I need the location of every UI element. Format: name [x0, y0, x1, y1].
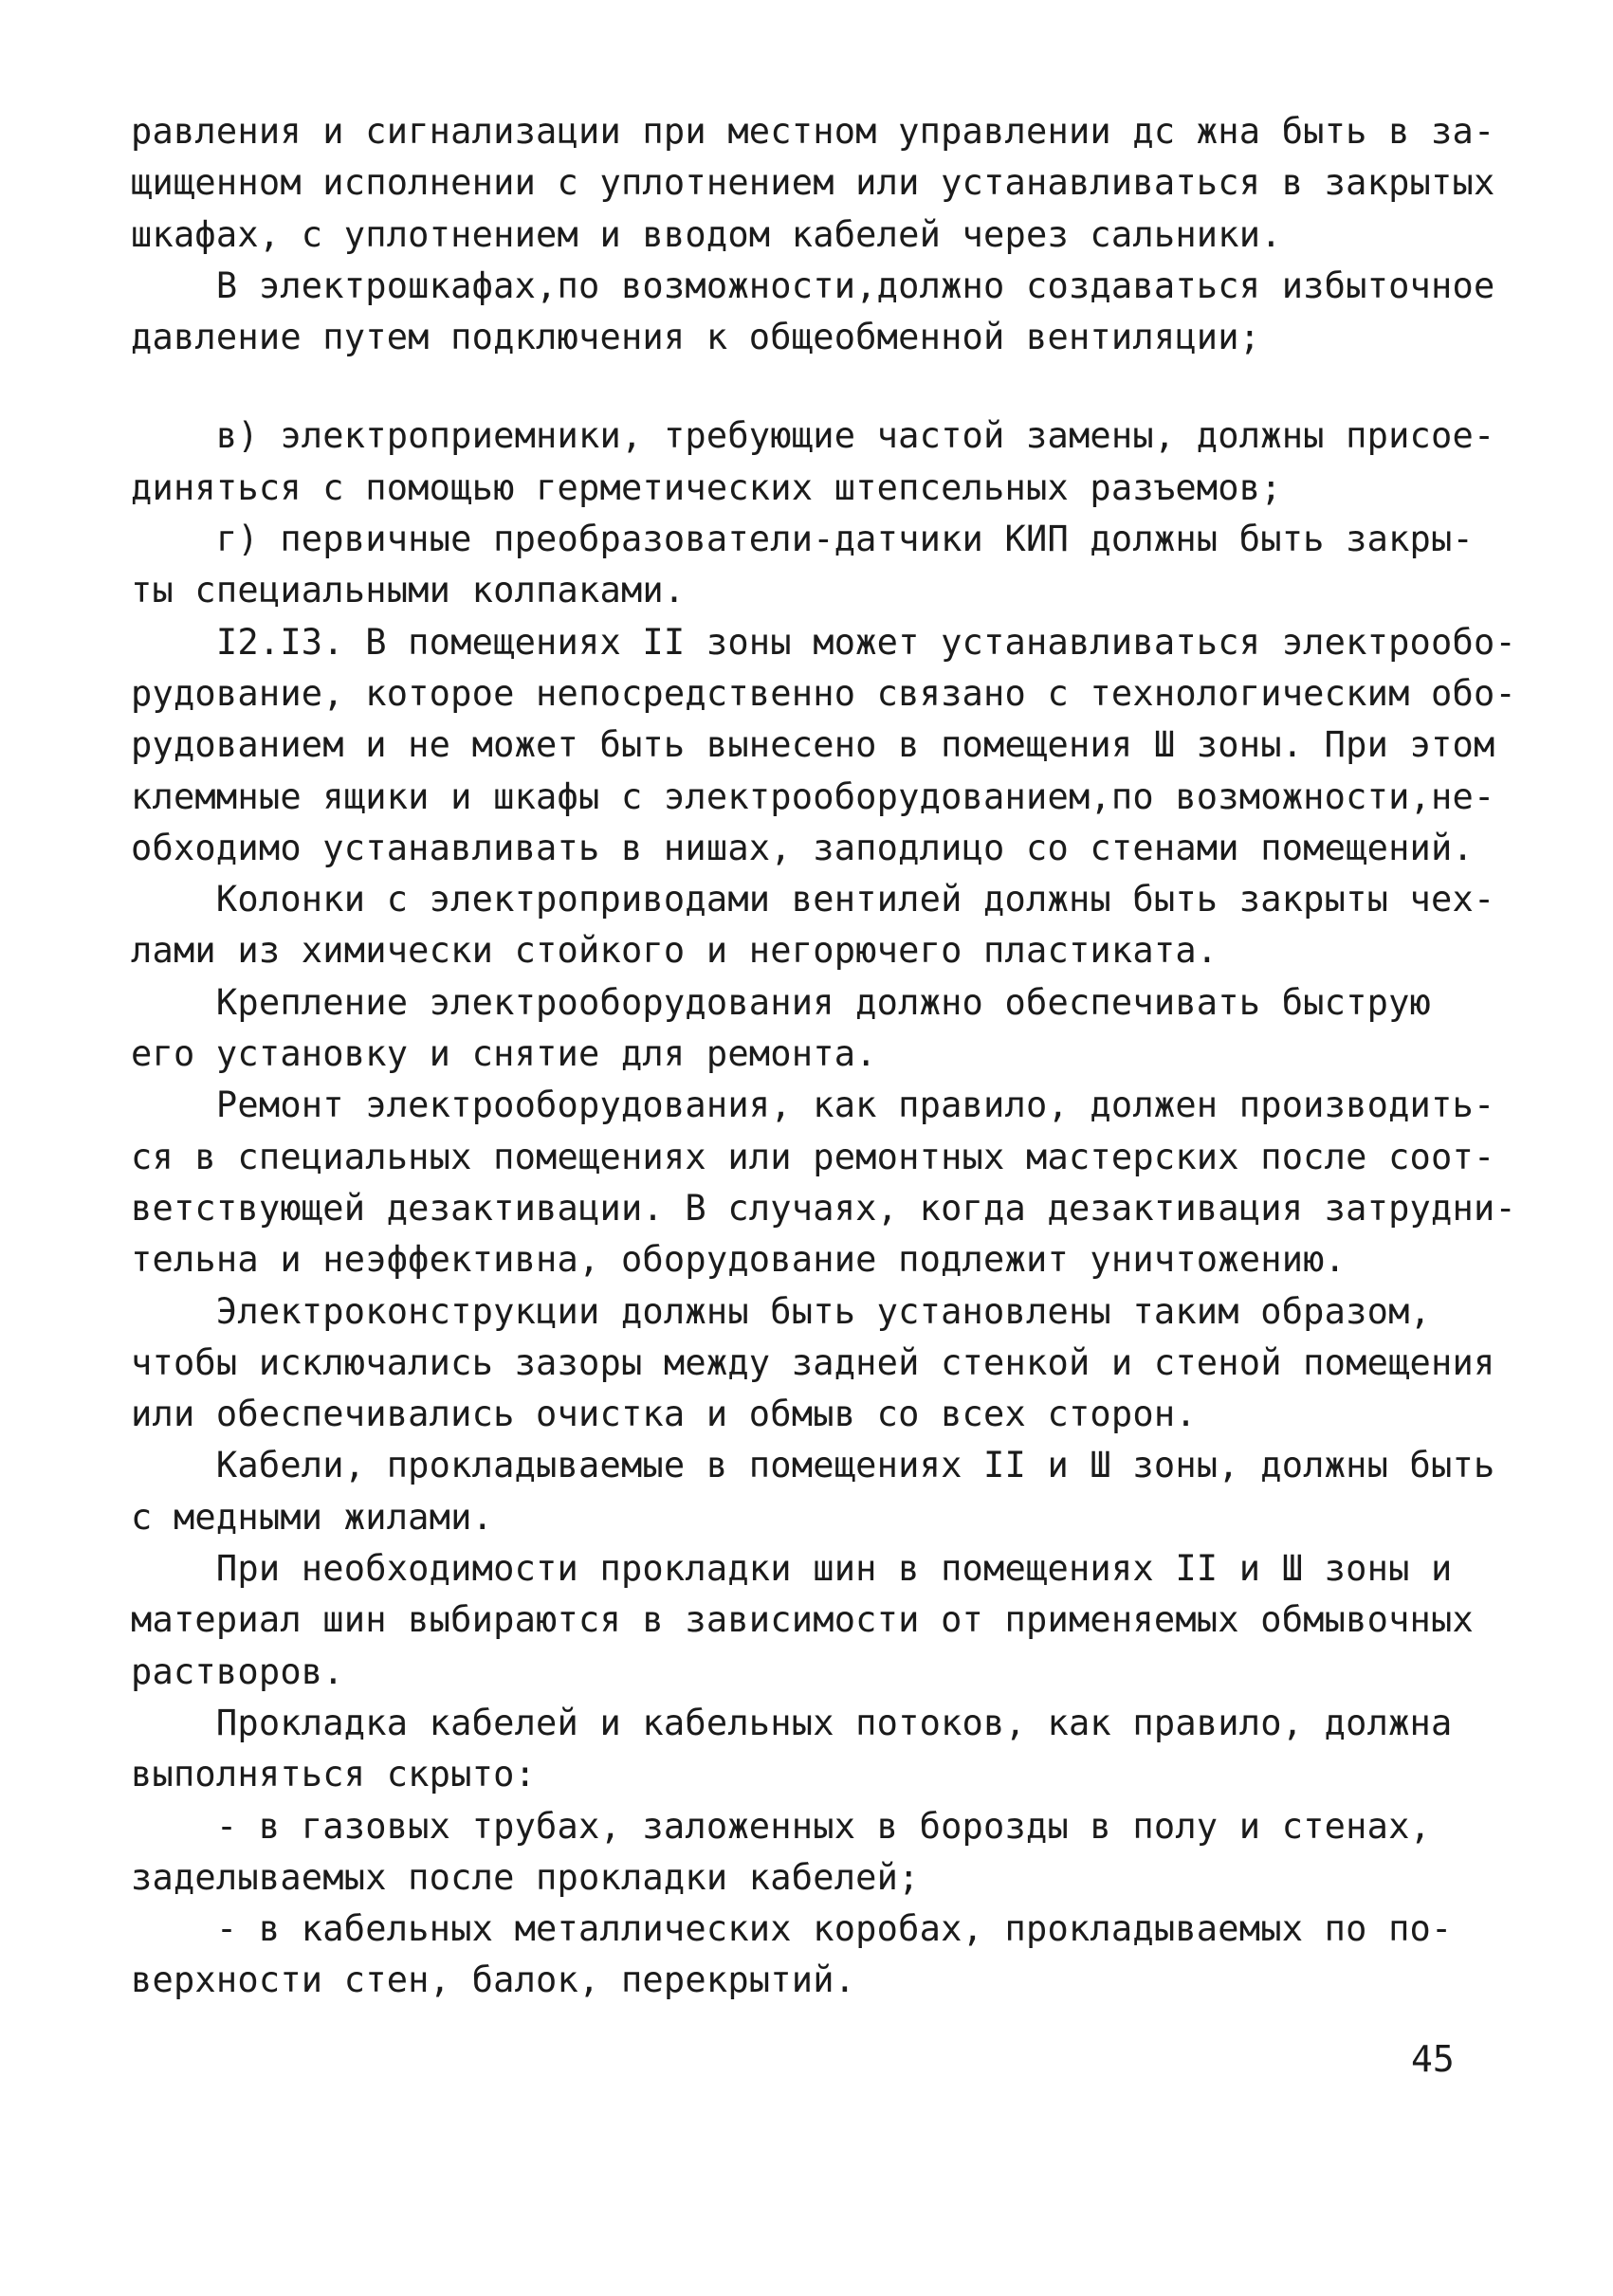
text-line: лами из химически стойкого и негорючего пластиката. [131, 930, 1219, 972]
paragraph-gap [131, 363, 1496, 410]
text-line: щищенном исполнении с уплотнением или устанавливаться в закрытых [131, 162, 1495, 204]
text-line: рудование, которое непосредственно связано с технологическим обо- [131, 672, 1516, 714]
text-line: с медными жилами. [131, 1496, 494, 1538]
text-line: верхности стен, балок, перекрытий. [131, 1959, 856, 2001]
text-line: клеммные ящики и шкафы с электрооборудованием,по возможности,не- [131, 775, 1495, 817]
body-text [131, 106, 1516, 2007]
text-line: чтобы исключались зазоры между задней стенкой и стеной помещения [131, 1341, 1495, 1383]
text-line: рудованием и не может быть вынесено в помещения Ш зоны. При этом [131, 724, 1495, 766]
text-line: При необходимости прокладки шин в помещениях II и Ш зоны и [131, 1548, 1453, 1590]
text-line: заделываемых после прокладки кабелей; [131, 1856, 920, 1898]
text-line: Электроконструкции должны быть установлены таким образом, [131, 1290, 1432, 1332]
text-line: Ремонт электрооборудования, как правило, должен производить- [131, 1084, 1495, 1126]
text-line: ся в специальных помещениях или ремонтных мастерских после соот- [131, 1136, 1495, 1177]
text-line: тельна и неэффективна, оборудование подлежит уничтожению. [131, 1239, 1347, 1281]
text-line: шкафах, с уплотнением и вводом кабелей через сальники. [131, 213, 1282, 255]
text-line: - в газовых трубах, заложенных в борозды в полу и стенах, [131, 1805, 1432, 1847]
text-line: диняться с помощью герметических штепсельных разъемов; [131, 466, 1282, 508]
text-line: - в кабельных металлических коробах, прокладываемых по по- [131, 1908, 1453, 1950]
text-line: I2.I3. В помещениях II зоны может устанавливаться электрообо- [131, 621, 1516, 663]
text-line: Кабели, прокладываемые в помещениях II и Ш зоны, должны быть [131, 1445, 1495, 1486]
text-line: или обеспечивались очистка и обмыв со всех сторон. [131, 1394, 1197, 1435]
text-line: ты специальными колпаками. [131, 570, 686, 611]
text-line: его установку и снятие для ремонта. [131, 1033, 877, 1075]
text-line: ветствующей дезактивации. В случаях, когда дезактивация затрудни- [131, 1187, 1516, 1229]
text-line: материал шин выбираются в зависимости от применяемых обмывочных [131, 1599, 1474, 1641]
text-line: Крепление электрооборудования должно обеспечивать быструю [131, 981, 1432, 1023]
text-line: В электрошкафах,по возможности,должно создаваться избыточное [131, 264, 1495, 306]
text-line: г) первичные преобразователи-датчики КИП должны быть закры- [131, 519, 1474, 560]
text-line: обходимо устанавливать в нишах, заподлицо со стенами помещений. [131, 827, 1474, 868]
text-line: в) электроприемники, требующие частой замены, должны присое- [131, 415, 1495, 457]
text-line: выполняться скрыто: [131, 1754, 537, 1795]
text-line: давление путем подключения к общеобменной вентиляции; [131, 317, 1261, 358]
text-line: Колонки с электроприводами вентилей должны быть закрыты чех- [131, 879, 1495, 920]
page-number: 45 [1411, 2038, 1455, 2080]
text-line: Прокладка кабелей и кабельных потоков, как правило, должна [131, 1702, 1453, 1743]
text-line: равления и сигнализации при местном управлении дс жна быть в за- [131, 111, 1495, 152]
text-line: растворов. [131, 1650, 344, 1692]
